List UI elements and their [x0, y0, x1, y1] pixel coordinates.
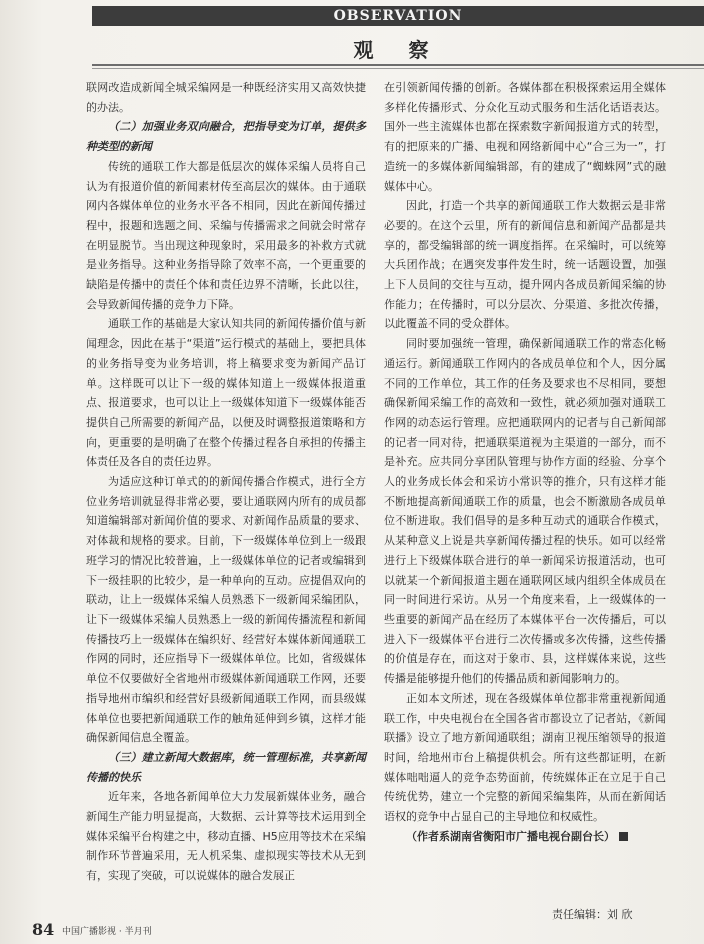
paragraph: 为适应这种订单式的的新闻传播合作模式，进行全方位业务培训就显得非常必要，要让通联网内所有的成员都知道编辑部对新闻价值的要求、对新闻作品质量的要求、对体裁和规格的要求。目前，下一级媒体单位到上一级跟班学习的情况比较普遍，上一级媒体单位的记者或编辑到下一级挂职的比较少，是一种单向的互动。应提倡双向的联动，让上一级媒体采编人员熟悉下一级新闻采编团队，让下一级媒体采编人员熟悉上一级的新闻传播流程和新闻传播技巧上一级媒体在编织好、经营好本媒体新闻通联工作网的同时，还应指导下一级媒体单位。比如，省级媒体单位不仅要做好全省地州市级媒体新闻通联工作网，还要指导地州市编织和经营好县级新闻通联工作网，而县级媒体单位也要把新闻通联工作的触角延伸到乡镇，这样才能确保新闻信息全覆盖。 — [86, 475, 366, 745]
subheading: （三）建立新闻大数据库，统一管理标准，共享新闻传播的快乐 — [86, 750, 366, 784]
paragraph: 正如本文所述，现在各级媒体单位都非常重视新闻通联工作，中央电视台在全国各省市都设立了记者站，《新闻联播》设立了地方新闻通联组；湖南卫视压缩领导的报道时间，给地州市台上稿提供机会。所有这些都证明，在新媒体咄咄逼人的竞争态势面前，传统媒体正在立足于自己传统优势，建立一个完整的新闻采编集阵，从而在新闻话语权的竞争中占显自己的主导地位和权威性。 — [384, 691, 666, 824]
end-mark-icon — [619, 832, 628, 841]
paragraph: 近年来，各地各新闻单位大力发展新媒体业务，融合新闻生产能力明显提高，大数据、云计算等技术运用到全媒体采编平台构建之中，移动直播、H5应用等技术在采编制作环节普遍采用，无人机采集、虚拟现实等技术从无到有，实现了突破，可以说媒体的融合发展正 — [86, 790, 366, 883]
responsible-editor: 责任编辑：刘 欣 — [552, 908, 633, 921]
header-rule — [92, 64, 704, 66]
header-rule-thin — [92, 68, 704, 69]
publication-name: 中国广播影视 · 半月刊 — [62, 927, 152, 937]
section-banner — [92, 6, 704, 26]
author-note-line — [384, 827, 666, 847]
right-column — [384, 78, 666, 860]
paragraph: 因此，打造一个共享的新闻通联工作大数据云是非常必要的。在这个云里，所有的新闻信息和新闻产品都是共享的，都受编辑部的统一调度指挥。在采编时，可以统筹大兵团作战；在遇突发事件发生时，统一话题设置，加强上下人员间的交往与互动，提升网内各成员新闻采编的协作能力；在传播时，可以分层次、分渠道、多批次传播，以此覆盖不同的受众群体。 — [384, 199, 666, 331]
paragraph: 同时要加强统一管理，确保新闻通联工作的常态化畅通运行。新闻通联工作网内的各成员单位和个人，因分属不同的工作单位，其工作的任务及要求也不尽相同，要想确保新闻采编工作的高效和一致性，就必须加强对通联工作网的动态运行管理。应把通联网内的记者与自己新闻部的记者一同对待，把通联渠道视为主渠道的一部分，而不是补充。应共同分享团队管理与协作方面的经验、分享个人的业务成长体会和采访小常识等的推介，只有这样才能不断地提高新闻通联工作的质量，也会不断激励各成员单位不断进取。我们倡导的是多种互动式的通联合作模式，从某种意义上说是共享新闻传播过程的快乐。如可以经常进行上下级媒体联合进行的单一新闻采访报道活动，也可以就某一个新闻报道主题在通联网区域内组织全体成员在同一时间进行采访。从另一个角度来看，上一级媒体的一些重要的新闻产品在经历了本媒体平台一次传播后，可以进入下一级媒体平台进行二次传播或多次传播，这些传播的价值是存在，而这对于象市、县，这样媒体来说，这些传播是能够提升他们的传播品质和新闻影响力的。 — [384, 337, 666, 686]
paragraph: 传统的通联工作大都是低层次的媒体采编人员将自己认为有报道价值的新闻素材传至高层次的媒体。由于通联网内各媒体单位的业务水平各不相同，因此在新闻传播过程中，报题和选题之间、采编与传播需求之间就会时常存在明显脱节。当出现这种现象时，采用最多的补救方式就是业务指导。这种业务指导除了效率不高，一个更重要的缺陷是传播中的责任个体和责任边界不清晰，长此以往，会导致新闻传播的竞争力下降。 — [86, 159, 366, 311]
subheading: （二）加强业务双向融合，把指导变为订单，提供多种类型的新闻 — [86, 120, 366, 154]
section-title: 观 察 — [353, 38, 443, 62]
banner-text: OBSERVATION — [333, 8, 463, 24]
paragraph: 在引领新闻传播的创新。各媒体都在积极探索运用全媒体多样化传播形式、分众化互动式服务和生活化话语表达。国外一些主流媒体也都在探索数字新闻报道方式的转型，有的把原来的广播、电视和网络新闻中心“合三为一”，打造统一的多媒体新闻编辑部，有的建成了“蜘蛛网”式的融媒体中心。 — [384, 81, 666, 193]
paragraph: 通联工作的基础是大家认知共同的新闻传播价值与新闻理念，因此在基于“渠道”运行模式的基础上，要把具体的业务指导变为业务培训，将上稿要求变为新闻产品订单。这样既可以让下一级的媒体知道上一级媒体报道重点、报道要求，也可以让上一级媒体知道下一级媒体能否提供自己所需要的新闻产品，以便及时调整报道策略和方向，更重要的是明确了在整个传播过程各自承担的传播主体责任及各自的责任边界。 — [86, 317, 366, 469]
page-number: 84 — [32, 920, 55, 939]
paragraph: 联网改造成新闻全城采编网是一种既经济实用又高效快捷的办法。 — [86, 81, 366, 114]
author-note: （作者系湖南省衡阳市广播电视台副台长） — [406, 829, 615, 843]
left-column — [86, 78, 366, 883]
